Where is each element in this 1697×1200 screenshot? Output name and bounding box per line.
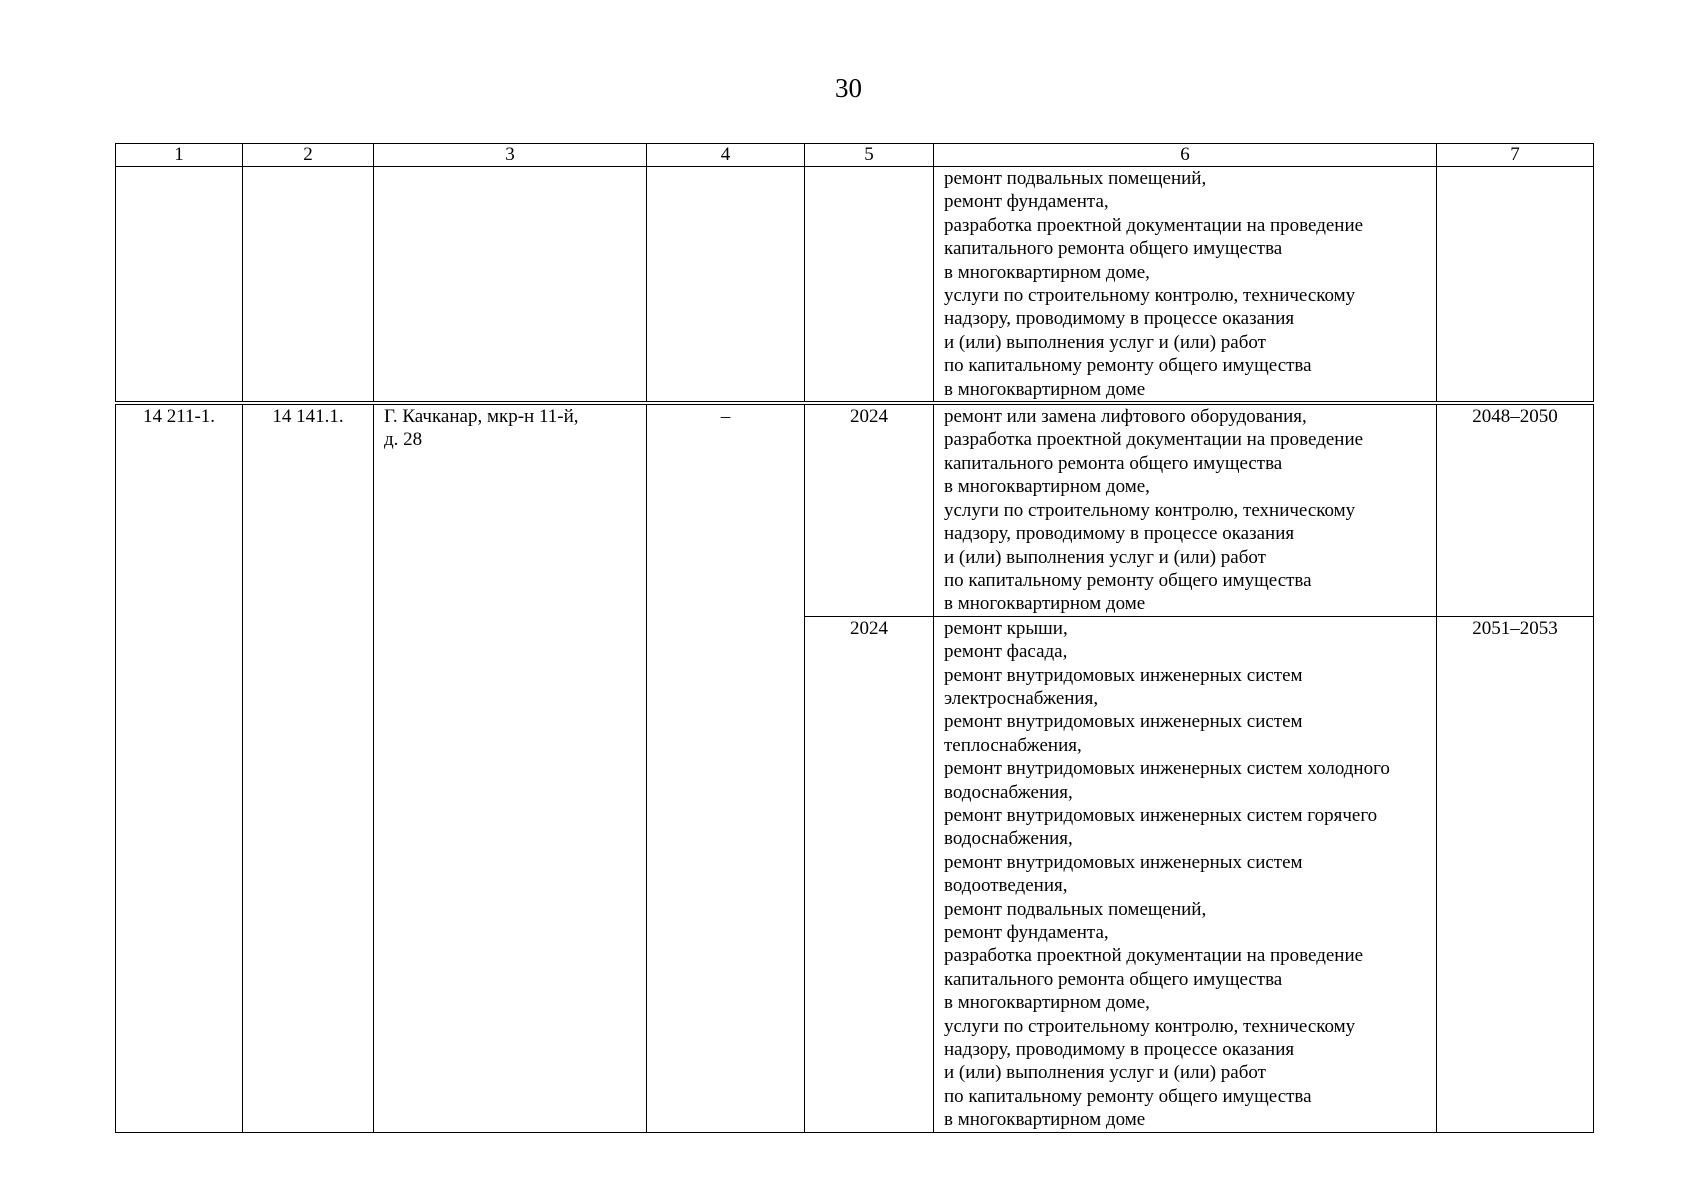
column-number: 2 xyxy=(243,144,374,167)
page-number: 30 xyxy=(835,73,862,103)
work-item: ремонт подвальных помещений, xyxy=(944,168,1207,189)
work-item: капитального ремонта общего имущества xyxy=(944,968,1283,990)
column-number: 3 xyxy=(374,144,647,167)
work-item: ремонт внутридомовых инженерных систем холодного xyxy=(944,758,1390,780)
work-item: разработка проектной документации на проведение xyxy=(944,214,1364,236)
work-item: и (или) выполнения услуг и (или) работ xyxy=(944,1062,1266,1084)
work-item: по капитальному ремонту общего имущества xyxy=(944,569,1312,591)
work-item: ремонт подвальных помещений, xyxy=(944,898,1207,920)
work-item: в многоквартирном доме, xyxy=(944,992,1150,1014)
work-item: и (или) выполнения услуг и (или) работ xyxy=(944,331,1266,353)
work-item: капитального ремонта общего имущества xyxy=(944,238,1283,260)
column-number: 5 xyxy=(805,144,934,167)
work-item: в многоквартирном доме, xyxy=(944,261,1150,283)
work-item: ремонт фундамента, xyxy=(944,191,1109,213)
work-item: в многоквартирном доме xyxy=(944,378,1146,400)
work-item: капитального ремонта общего имущества xyxy=(944,452,1283,474)
empty-cell xyxy=(243,167,374,404)
record-number: 14 211-1. xyxy=(116,403,243,1132)
work-item: услуги по строительному контролю, техническому xyxy=(944,285,1356,307)
work-item: разработка проектной документации на проведение xyxy=(944,429,1364,451)
empty-cell xyxy=(116,167,243,404)
empty-cell xyxy=(1437,167,1594,404)
record-reference: 14 141.1. xyxy=(243,403,374,1132)
work-item: ремонт фундамента, xyxy=(944,922,1109,943)
work-item: ремонт внутридомовых инженерных систем xyxy=(944,664,1303,686)
work-item: водоотведения, xyxy=(944,875,1068,897)
repair-schedule-table xyxy=(115,143,1594,1133)
work-item: ремонт или замена лифтового оборудования, xyxy=(944,406,1307,428)
address-line: д. 28 xyxy=(384,429,423,451)
work-item: услуги по строительному контролю, техническому xyxy=(944,1015,1356,1037)
empty-cell xyxy=(647,167,805,404)
work-item: услуги по строительному контролю, техническому xyxy=(944,499,1356,521)
work-item: надзору, проводимому в процессе оказания xyxy=(944,308,1295,330)
work-item: разработка проектной документации на проведение xyxy=(944,945,1364,967)
record-row xyxy=(116,403,1594,616)
work-item: ремонт фасада, xyxy=(944,641,1068,663)
range-cell: 2051–2053 xyxy=(1437,616,1594,1132)
work-item: надзору, проводимому в процессе оказания xyxy=(944,1039,1295,1061)
work-item: по капитальному ремонту общего имущества xyxy=(944,1085,1312,1107)
continuation-row xyxy=(116,167,1594,404)
column-number: 4 xyxy=(647,144,805,167)
address-cell xyxy=(374,403,647,1132)
dash-cell: – xyxy=(647,403,805,1132)
work-item: ремонт внутридомовых инженерных систем xyxy=(944,711,1303,733)
work-item: надзору, проводимому в процессе оказания xyxy=(944,523,1295,545)
work-item: ремонт крыши, xyxy=(944,617,1068,639)
column-number: 6 xyxy=(934,144,1437,167)
work-item: ремонт внутридомовых инженерных систем горячего xyxy=(944,804,1378,826)
range-cell: 2048–2050 xyxy=(1437,403,1594,616)
works-cell xyxy=(934,616,1437,1132)
work-item: по капитальному ремонту общего имущества xyxy=(944,355,1312,377)
work-item: водоснабжения, xyxy=(944,828,1073,850)
address-line: Г. Качканар, мкр-н 11-й, xyxy=(384,406,579,428)
column-number: 7 xyxy=(1437,144,1594,167)
work-item: в многоквартирном доме xyxy=(944,593,1146,615)
work-item: в многоквартирном доме xyxy=(944,1109,1146,1131)
work-item: в многоквартирном доме, xyxy=(944,476,1150,498)
work-item: электроснабжения, xyxy=(944,687,1099,709)
works-cell xyxy=(934,403,1437,616)
empty-cell xyxy=(374,167,647,404)
work-item: теплоснабжения, xyxy=(944,734,1082,756)
column-number-header xyxy=(116,144,1594,167)
work-item: и (или) выполнения услуг и (или) работ xyxy=(944,546,1266,568)
column-number: 1 xyxy=(116,144,243,167)
work-item: ремонт внутридомовых инженерных систем xyxy=(944,851,1303,873)
year-cell: 2024 xyxy=(805,403,934,616)
works-cell xyxy=(934,167,1437,404)
empty-cell xyxy=(805,167,934,404)
year-cell: 2024 xyxy=(805,616,934,1132)
work-item: водоснабжения, xyxy=(944,781,1073,803)
